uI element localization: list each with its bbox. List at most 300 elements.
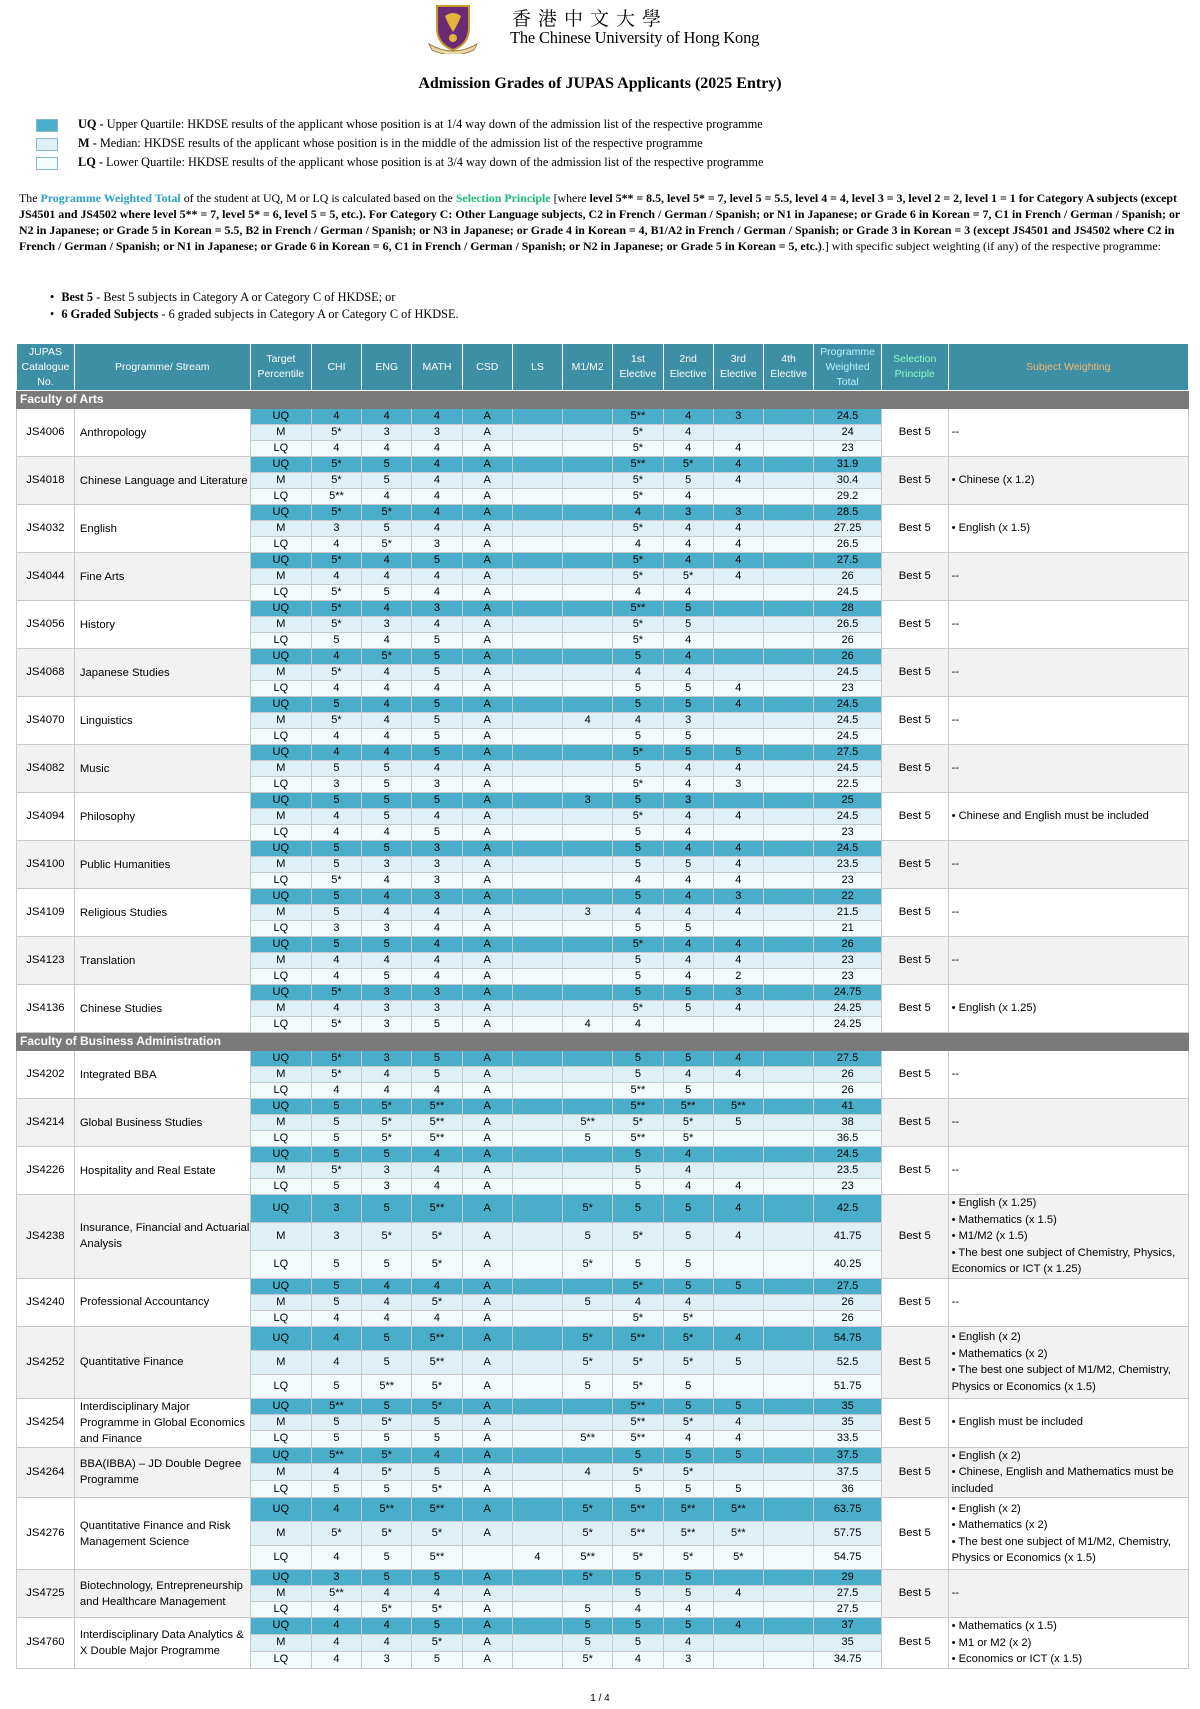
grade-cell: 4	[713, 1326, 763, 1350]
grade-cell	[763, 1099, 813, 1115]
grade-cell: 4	[613, 1017, 663, 1033]
target-percentile: UQ	[250, 505, 311, 521]
grade-cell: 27.5	[814, 1586, 882, 1602]
subject-weighting	[948, 841, 1188, 889]
grade-cell: 4	[713, 1222, 763, 1250]
grade-cell: 4	[663, 553, 713, 569]
grade-cell: A	[462, 1651, 512, 1668]
grade-cell: 5	[563, 1634, 613, 1651]
grade-cell	[713, 601, 763, 617]
grade-cell: 5	[563, 1374, 613, 1398]
grade-cell: 4	[412, 489, 462, 505]
grade-cell: 24.5	[814, 1147, 882, 1163]
grade-cell: 4	[311, 745, 361, 761]
table-row	[17, 505, 1189, 521]
grade-cell: 36.5	[814, 1131, 882, 1147]
subject-weighting	[948, 1147, 1188, 1195]
grade-cell: 24.5	[814, 841, 882, 857]
target-percentile: UQ	[250, 745, 311, 761]
target-percentile: M	[250, 665, 311, 681]
grade-cell: A	[462, 649, 512, 665]
grade-cell: 31.9	[814, 457, 882, 473]
grade-cell: A	[462, 1326, 512, 1350]
programme-name: Hospitality and Real Estate	[74, 1147, 250, 1195]
grade-cell: 23	[814, 441, 882, 457]
grade-cell: 4	[713, 953, 763, 969]
legend-row	[36, 154, 763, 173]
grade-cell	[512, 1067, 562, 1083]
grade-cell: 4	[412, 937, 462, 953]
grade-cell: 5	[412, 1017, 462, 1033]
table-row	[17, 601, 1189, 617]
grade-cell: 4	[311, 1602, 361, 1618]
grade-cell	[563, 889, 613, 905]
grade-cell	[763, 457, 813, 473]
table-row	[17, 1195, 1189, 1223]
grade-cell: 3	[713, 409, 763, 425]
grade-cell	[763, 553, 813, 569]
grade-cell: 5	[613, 1634, 663, 1651]
grade-cell: 5	[713, 1278, 763, 1294]
grade-cell: 5	[663, 1195, 713, 1223]
grade-cell: 4	[311, 1546, 361, 1570]
target-percentile: M	[250, 1522, 311, 1546]
grade-cell	[563, 681, 613, 697]
legend-row	[36, 116, 763, 135]
selection-principle: Best 5	[881, 409, 948, 457]
grade-cell	[512, 1586, 562, 1602]
grade-cell: 4	[362, 1634, 412, 1651]
weighting-line: • English (x 2)	[951, 1331, 1021, 1343]
weighting-line: --	[951, 1068, 960, 1081]
grade-cell: 26	[814, 1294, 882, 1310]
grade-cell: 27.5	[814, 553, 882, 569]
grade-cell: 3	[362, 1017, 412, 1033]
grade-cell: 5*	[412, 1398, 462, 1414]
grade-cell: 5*	[663, 1115, 713, 1131]
target-percentile: UQ	[250, 1326, 311, 1350]
grade-cell: 5	[311, 1278, 361, 1294]
grade-cell	[713, 713, 763, 729]
grade-cell: 5	[412, 1618, 462, 1635]
programme-name: Religious Studies	[74, 889, 250, 937]
grade-cell	[563, 953, 613, 969]
grade-cell	[512, 1179, 562, 1195]
grade-cell	[763, 1431, 813, 1447]
catalogue-number: JS4226	[17, 1147, 75, 1195]
weighting-line: • Mathematics (x 2)	[951, 1519, 1048, 1531]
grade-cell: 5**	[663, 1522, 713, 1546]
grade-cell: 5*	[412, 1250, 462, 1278]
selection-principle: Best 5	[881, 649, 948, 697]
grade-cell: 28.5	[814, 505, 882, 521]
grade-cell: 3	[362, 1163, 412, 1179]
table-row	[17, 1278, 1189, 1294]
grade-cell	[763, 1398, 813, 1414]
grade-cell: A	[462, 1195, 512, 1223]
col-header-selection: Selection Principle	[881, 344, 948, 391]
grade-cell	[563, 1414, 613, 1430]
grade-cell: 3	[311, 1222, 361, 1250]
grade-cell: 5*	[311, 601, 361, 617]
grade-cell	[563, 617, 613, 633]
grade-cell	[512, 425, 562, 441]
target-percentile: M	[250, 713, 311, 729]
grade-cell: 5**	[613, 1326, 663, 1350]
grade-cell: 5	[311, 1481, 361, 1498]
grade-cell	[512, 985, 562, 1001]
grade-cell: 3	[311, 1195, 361, 1223]
grade-cell: 4	[362, 825, 412, 841]
weighting-line: --	[951, 1295, 960, 1308]
grade-cell: 5**	[613, 1522, 663, 1546]
grade-cell: 5	[613, 681, 663, 697]
grade-cell	[713, 921, 763, 937]
grade-cell: 5**	[713, 1522, 763, 1546]
grade-cell	[713, 585, 763, 601]
target-percentile: LQ	[250, 969, 311, 985]
grade-cell: A	[462, 1051, 512, 1067]
subject-weighting	[948, 1326, 1188, 1398]
grade-cell: 4	[663, 441, 713, 457]
grade-cell	[563, 1067, 613, 1083]
weighting-line: • The best one subject of Chemistry, Physics, Economics or ICT (x 1.25)	[951, 1246, 1176, 1275]
grade-cell: 4	[311, 1618, 361, 1635]
grade-cell	[563, 633, 613, 649]
grade-cell: 4	[362, 409, 412, 425]
grade-cell: 4	[311, 1498, 361, 1522]
grade-cell: 34.75	[814, 1651, 882, 1668]
grade-cell: 5	[412, 649, 462, 665]
grade-cell	[512, 1310, 562, 1326]
table-row	[17, 1570, 1189, 1586]
grade-cell: A	[462, 1602, 512, 1618]
target-percentile: M	[250, 1222, 311, 1250]
grade-cell: 5*	[663, 1131, 713, 1147]
weighting-line: • M1/M2 (x 1.5)	[951, 1230, 1028, 1242]
grade-cell	[713, 729, 763, 745]
grade-cell: 4	[663, 937, 713, 953]
grade-cell	[763, 1414, 813, 1430]
grade-cell	[512, 873, 562, 889]
grade-cell: A	[462, 537, 512, 553]
grade-cell: 5*	[663, 457, 713, 473]
programme-name: Quantitative Finance and Risk Management Science	[74, 1498, 250, 1570]
grade-cell: 5	[663, 1250, 713, 1278]
grade-cell: 3	[362, 425, 412, 441]
grade-cell	[563, 553, 613, 569]
university-name-chinese: 香港中文大學	[512, 8, 669, 30]
grade-cell: 5*	[663, 1546, 713, 1570]
selection-principle: Best 5	[881, 1618, 948, 1669]
target-percentile: UQ	[250, 1051, 311, 1067]
faculty-name: Faculty of Business Administration	[17, 1033, 1189, 1051]
grade-cell	[563, 921, 613, 937]
grade-cell: 3	[663, 713, 713, 729]
grade-cell: 4	[311, 1310, 361, 1326]
grade-cell	[763, 793, 813, 809]
catalogue-number: JS4240	[17, 1278, 75, 1326]
grade-cell	[763, 425, 813, 441]
grade-cell: 5	[311, 841, 361, 857]
grade-cell: 24.5	[814, 809, 882, 825]
grade-cell: 5*	[362, 505, 412, 521]
grade-cell: 4	[713, 857, 763, 873]
grade-cell	[713, 633, 763, 649]
grade-cell: 3	[713, 985, 763, 1001]
grade-cell: 30.4	[814, 473, 882, 489]
grade-cell	[512, 1522, 562, 1546]
grade-cell: 4	[663, 1179, 713, 1195]
grade-cell: 5*	[713, 1546, 763, 1570]
grade-cell: A	[462, 425, 512, 441]
grade-cell	[512, 953, 562, 969]
grade-cell: A	[462, 825, 512, 841]
programme-name: Professional Accountancy	[74, 1278, 250, 1326]
grade-cell: 5	[412, 713, 462, 729]
grade-cell: 4	[713, 441, 763, 457]
target-percentile: LQ	[250, 1374, 311, 1398]
grade-cell: 5	[563, 1294, 613, 1310]
grade-cell: 5**	[613, 1099, 663, 1115]
grade-cell: 5**	[563, 1431, 613, 1447]
weighting-line: --	[951, 858, 960, 871]
grade-cell: 4	[663, 905, 713, 921]
weighting-line: • Economics or ICT (x 1.5)	[951, 1653, 1083, 1665]
grade-cell	[763, 569, 813, 585]
weighting-line: --	[951, 1164, 960, 1177]
grade-cell: 5	[362, 1326, 412, 1350]
grade-cell: 5*	[613, 1222, 663, 1250]
principle-desc: - Best 5 subjects in Category A or Category C of HKDSE; or	[93, 290, 396, 304]
grade-cell: A	[462, 505, 512, 521]
grade-cell	[512, 857, 562, 873]
grade-cell	[563, 1481, 613, 1498]
grade-cell	[763, 1522, 813, 1546]
grade-cell: 5*	[362, 537, 412, 553]
grade-cell: 5*	[663, 569, 713, 585]
legend-row	[36, 135, 763, 154]
selection-principle: Best 5	[881, 1099, 948, 1147]
catalogue-number: JS4068	[17, 649, 75, 697]
grade-cell: A	[462, 1179, 512, 1195]
grade-cell: A	[462, 745, 512, 761]
grade-cell: 5**	[412, 1131, 462, 1147]
weighting-line: --	[951, 714, 960, 727]
grade-cell: A	[462, 1586, 512, 1602]
grade-cell: 4	[412, 1147, 462, 1163]
grade-cell: 4	[663, 537, 713, 553]
grade-cell: 26.5	[814, 537, 882, 553]
grade-cell	[512, 1447, 562, 1464]
selection-principle: Best 5	[881, 457, 948, 505]
grade-cell: 5	[362, 473, 412, 489]
grade-cell	[763, 521, 813, 537]
target-percentile: M	[250, 1350, 311, 1374]
grade-cell: 3	[311, 921, 361, 937]
target-percentile: M	[250, 1294, 311, 1310]
grade-cell: 4	[713, 553, 763, 569]
grade-cell	[713, 1017, 763, 1033]
programme-name: Linguistics	[74, 697, 250, 745]
grade-cell: 25	[814, 793, 882, 809]
grade-cell: 5*	[613, 1464, 663, 1481]
catalogue-number: JS4094	[17, 793, 75, 841]
grade-cell	[512, 1294, 562, 1310]
target-percentile: M	[250, 521, 311, 537]
grade-cell	[763, 1326, 813, 1350]
grade-cell: 5*	[412, 1634, 462, 1651]
legend-swatch	[36, 138, 58, 151]
grade-cell: 3	[362, 985, 412, 1001]
grade-cell: 4	[613, 873, 663, 889]
grade-cell: A	[462, 601, 512, 617]
grade-cell: 4	[311, 649, 361, 665]
grade-cell: 5**	[563, 1546, 613, 1570]
grade-cell	[512, 1414, 562, 1430]
catalogue-number: JS4018	[17, 457, 75, 505]
grade-cell: 5*	[613, 1001, 663, 1017]
grade-cell: 3	[412, 873, 462, 889]
grade-cell: 3	[412, 601, 462, 617]
grade-cell: 5	[613, 1481, 663, 1498]
grade-cell	[763, 441, 813, 457]
subject-weighting	[948, 937, 1188, 985]
grade-cell	[512, 521, 562, 537]
grade-cell: 4	[713, 809, 763, 825]
grade-cell: 5	[663, 729, 713, 745]
grade-cell: 4	[362, 729, 412, 745]
subject-weighting	[948, 1278, 1188, 1326]
subject-weighting	[948, 1195, 1188, 1279]
weighting-line: • Mathematics (x 2)	[951, 1347, 1048, 1360]
grade-cell: 5*	[663, 1350, 713, 1374]
grade-cell: 3	[713, 505, 763, 521]
grade-cell	[563, 1447, 613, 1464]
grade-cell	[512, 457, 562, 473]
grade-cell: 5	[362, 1546, 412, 1570]
grade-cell: 3	[663, 1651, 713, 1668]
grade-cell: 5	[362, 777, 412, 793]
grade-cell: 5	[412, 633, 462, 649]
grade-cell: 5*	[311, 1051, 361, 1067]
target-percentile: M	[250, 569, 311, 585]
grade-cell: A	[462, 457, 512, 473]
grade-cell: A	[462, 777, 512, 793]
grade-cell: 5**	[311, 1447, 361, 1464]
grade-cell: 5	[311, 1131, 361, 1147]
grade-cell	[563, 457, 613, 473]
grade-cell	[763, 729, 813, 745]
grade-cell	[763, 617, 813, 633]
grade-cell: 41	[814, 1099, 882, 1115]
grade-cell: 4	[311, 569, 361, 585]
grade-cell: 4	[613, 537, 663, 553]
grade-cell	[763, 633, 813, 649]
grade-cell: 3	[412, 777, 462, 793]
grade-cell	[512, 921, 562, 937]
table-row	[17, 1618, 1189, 1635]
grade-cell: A	[462, 1294, 512, 1310]
grade-cell: 5	[311, 1179, 361, 1195]
selection-principle-term: Selection Principle	[455, 191, 551, 205]
grade-cell: 5**	[613, 1083, 663, 1099]
grade-cell: 4	[412, 1163, 462, 1179]
grade-cell: 5	[663, 601, 713, 617]
grade-cell: 4	[362, 697, 412, 713]
catalogue-number: JS4760	[17, 1618, 75, 1669]
grade-cell: 4	[713, 1618, 763, 1635]
target-percentile: UQ	[250, 793, 311, 809]
grade-cell: 5	[663, 681, 713, 697]
grade-cell	[563, 1083, 613, 1099]
grade-cell: 5	[563, 1602, 613, 1618]
grade-cell: A	[462, 1017, 512, 1033]
grade-cell: A	[462, 1001, 512, 1017]
selection-principle: Best 5	[881, 937, 948, 985]
grade-cell: 3	[362, 1001, 412, 1017]
subject-weighting	[948, 1570, 1188, 1618]
grade-cell: 5*	[663, 1310, 713, 1326]
grade-cell	[713, 1310, 763, 1326]
grade-cell: 21	[814, 921, 882, 937]
table-row	[17, 457, 1189, 473]
grade-cell: 2	[713, 969, 763, 985]
grade-cell: 5	[311, 1099, 361, 1115]
grade-cell	[512, 1651, 562, 1668]
grade-cell: 5	[412, 729, 462, 745]
grade-cell: 5	[713, 1481, 763, 1498]
programme-name: Philosophy	[74, 793, 250, 841]
grade-cell: 5	[412, 1570, 462, 1586]
grade-cell: A	[462, 1222, 512, 1250]
grade-cell: 27.5	[814, 1278, 882, 1294]
grade-cell	[763, 1051, 813, 1067]
grade-cell: A	[462, 489, 512, 505]
subject-weighting	[948, 745, 1188, 793]
grade-cell: 4	[362, 1310, 412, 1326]
grade-cell: 5*	[613, 809, 663, 825]
grade-cell	[713, 1374, 763, 1398]
grade-cell: A	[462, 889, 512, 905]
grade-cell: A	[462, 1131, 512, 1147]
target-percentile: M	[250, 1163, 311, 1179]
weighting-line: --	[951, 762, 960, 775]
grade-cell	[563, 665, 613, 681]
col-header-catalogue: JUPAS Catalogue No.	[17, 344, 75, 391]
grade-cell: 57.75	[814, 1522, 882, 1546]
programme-name: Music	[74, 745, 250, 793]
grade-cell: 24.75	[814, 985, 882, 1001]
grade-cell: 26	[814, 569, 882, 585]
programme-name: Integrated BBA	[74, 1051, 250, 1099]
grade-cell: 5	[412, 793, 462, 809]
grade-cell: 23	[814, 1179, 882, 1195]
grade-cell	[512, 1051, 562, 1067]
table-row	[17, 409, 1189, 425]
grade-cell: 4	[412, 1586, 462, 1602]
grade-cell: 51.75	[814, 1374, 882, 1398]
grade-cell	[512, 1498, 562, 1522]
target-percentile: LQ	[250, 921, 311, 937]
subject-weighting	[948, 601, 1188, 649]
catalogue-number: JS4202	[17, 1051, 75, 1099]
grade-cell: 4	[713, 697, 763, 713]
grade-cell: A	[462, 873, 512, 889]
grade-cell: 4	[613, 665, 663, 681]
grade-cell: 5	[663, 1398, 713, 1414]
grade-cell	[563, 569, 613, 585]
